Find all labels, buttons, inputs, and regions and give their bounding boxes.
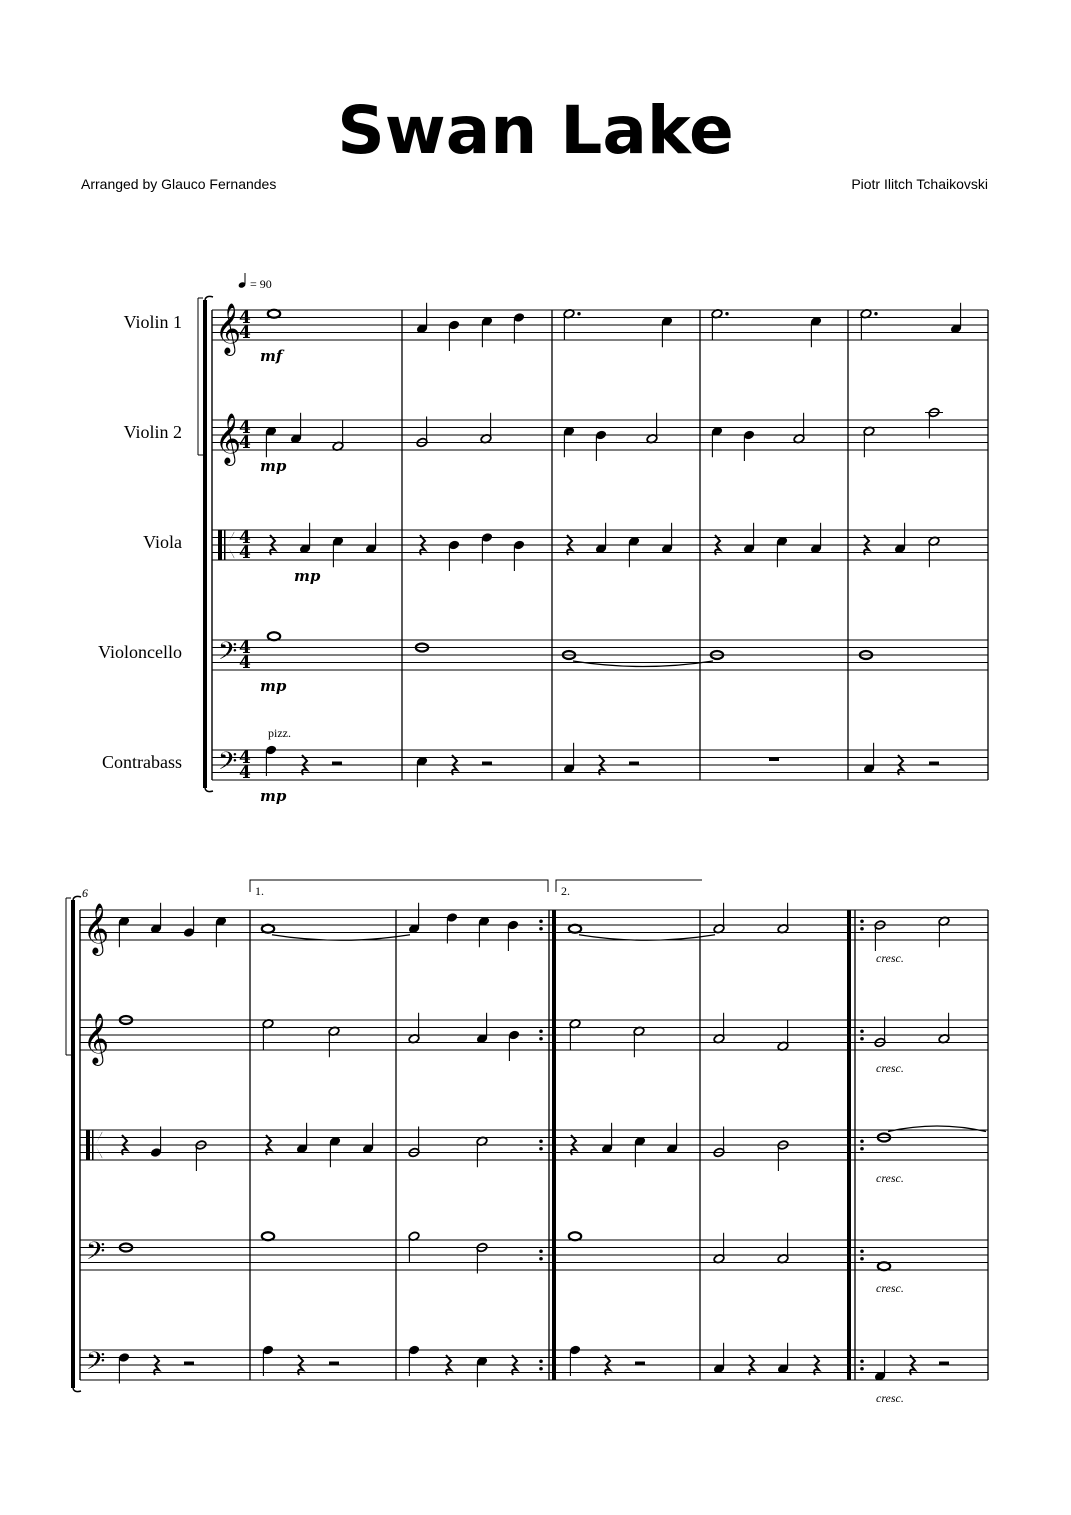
score-title: Swan Lake — [337, 92, 734, 169]
instrument-name: Viola — [143, 532, 182, 552]
violin-brace — [66, 898, 71, 1055]
dynamic-marking: mf — [260, 347, 283, 365]
repeat-dot — [860, 1257, 864, 1261]
tie — [888, 1126, 986, 1132]
repeat-dot — [860, 1367, 864, 1371]
treble-clef: 𝄞 — [83, 1013, 110, 1064]
alto-clef-bar — [224, 530, 226, 560]
half-rest — [629, 762, 639, 766]
composer-credit: Piotr Ilitch Tchaikovski — [851, 176, 988, 192]
treble-clef: 𝄞 — [215, 413, 242, 464]
measure-number: 6 — [82, 886, 88, 900]
half-rest — [332, 762, 342, 766]
pizz-marking: pizz. — [268, 726, 291, 740]
instrument-name: Violoncello — [98, 642, 182, 662]
half-rest — [482, 762, 492, 766]
violin-brace — [198, 298, 203, 455]
arranger-credit: Arranged by Glauco Fernandes — [81, 176, 277, 192]
tie — [573, 661, 713, 667]
time-signature-bottom: 4 — [239, 433, 251, 453]
time-signature-top: 4 — [239, 528, 251, 548]
bass-clef: 𝄢 — [86, 1237, 106, 1272]
time-signature-top: 4 — [239, 748, 251, 768]
dynamic-marking: mp — [260, 787, 287, 805]
half-rest — [329, 1362, 339, 1366]
repeat-dot — [539, 1037, 543, 1041]
repeat-dot — [539, 927, 543, 931]
alto-clef-bar — [92, 1130, 94, 1160]
instrument-name: Violin 2 — [123, 422, 182, 442]
tempo-text: = 90 — [250, 277, 272, 291]
cresc-marking: cresc. — [876, 951, 904, 965]
whole-note — [569, 1232, 581, 1240]
repeat-dot — [539, 1029, 543, 1033]
volta-2-bracket — [556, 880, 702, 892]
half-rest — [929, 762, 939, 766]
time-signature-bottom: 4 — [239, 543, 251, 563]
cresc-marking: cresc. — [876, 1061, 904, 1075]
repeat-dot — [539, 1257, 543, 1261]
time-signature-bottom: 4 — [239, 323, 251, 343]
instrument-name: Violin 1 — [123, 312, 182, 332]
dynamic-marking: mp — [260, 677, 287, 695]
augmentation-dot — [725, 312, 728, 315]
volta-2-label: 2. — [561, 884, 570, 898]
repeat-dot — [860, 1029, 864, 1033]
treble-clef: 𝄞 — [83, 903, 110, 954]
cresc-marking: cresc. — [876, 1391, 904, 1405]
dynamic-marking: mp — [294, 567, 321, 585]
whole-note — [878, 1262, 890, 1270]
tie — [579, 935, 715, 941]
whole-note — [262, 925, 274, 933]
cresc-marking: cresc. — [876, 1171, 904, 1185]
whole-note — [262, 1232, 274, 1240]
repeat-dot — [539, 1139, 543, 1143]
repeat-dot — [539, 1359, 543, 1363]
time-signature-bottom: 4 — [239, 653, 251, 673]
time-signature-top: 4 — [239, 638, 251, 658]
alto-clef — [218, 530, 222, 560]
half-rest — [635, 1362, 645, 1366]
volta-1-bracket — [250, 880, 548, 892]
tempo-mark — [238, 273, 272, 291]
bass-clef: 𝄢 — [218, 747, 238, 782]
augmentation-dot — [874, 312, 877, 315]
instrument-name: Contrabass — [102, 752, 182, 772]
repeat-dot — [539, 1249, 543, 1253]
repeat-dot — [860, 927, 864, 931]
volta-1-label: 1. — [255, 884, 264, 898]
half-rest — [939, 1362, 949, 1366]
whole-note — [268, 310, 280, 318]
half-rest — [184, 1362, 194, 1366]
bass-clef: 𝄢 — [218, 637, 238, 672]
repeat-dot — [860, 1249, 864, 1253]
dynamic-marking: mp — [260, 457, 287, 475]
whole-rest — [769, 758, 779, 762]
repeat-dot — [539, 1367, 543, 1371]
augmentation-dot — [577, 312, 580, 315]
tie — [272, 935, 410, 941]
repeat-dot — [860, 1139, 864, 1143]
cresc-marking: cresc. — [876, 1281, 904, 1295]
repeat-dot — [539, 1147, 543, 1151]
repeat-dot — [860, 919, 864, 923]
whole-note — [268, 632, 280, 640]
time-signature-bottom: 4 — [239, 763, 251, 783]
time-signature-top: 4 — [239, 308, 251, 328]
repeat-dot — [860, 1147, 864, 1151]
treble-clef: 𝄞 — [215, 303, 242, 354]
alto-clef — [86, 1130, 90, 1160]
repeat-dot — [860, 1359, 864, 1363]
repeat-dot — [860, 1037, 864, 1041]
time-signature-top: 4 — [239, 418, 251, 438]
system-1 — [98, 296, 988, 805]
repeat-dot — [539, 919, 543, 923]
bass-clef: 𝄢 — [86, 1347, 106, 1382]
whole-note — [569, 925, 581, 933]
system-2 — [66, 880, 988, 1405]
